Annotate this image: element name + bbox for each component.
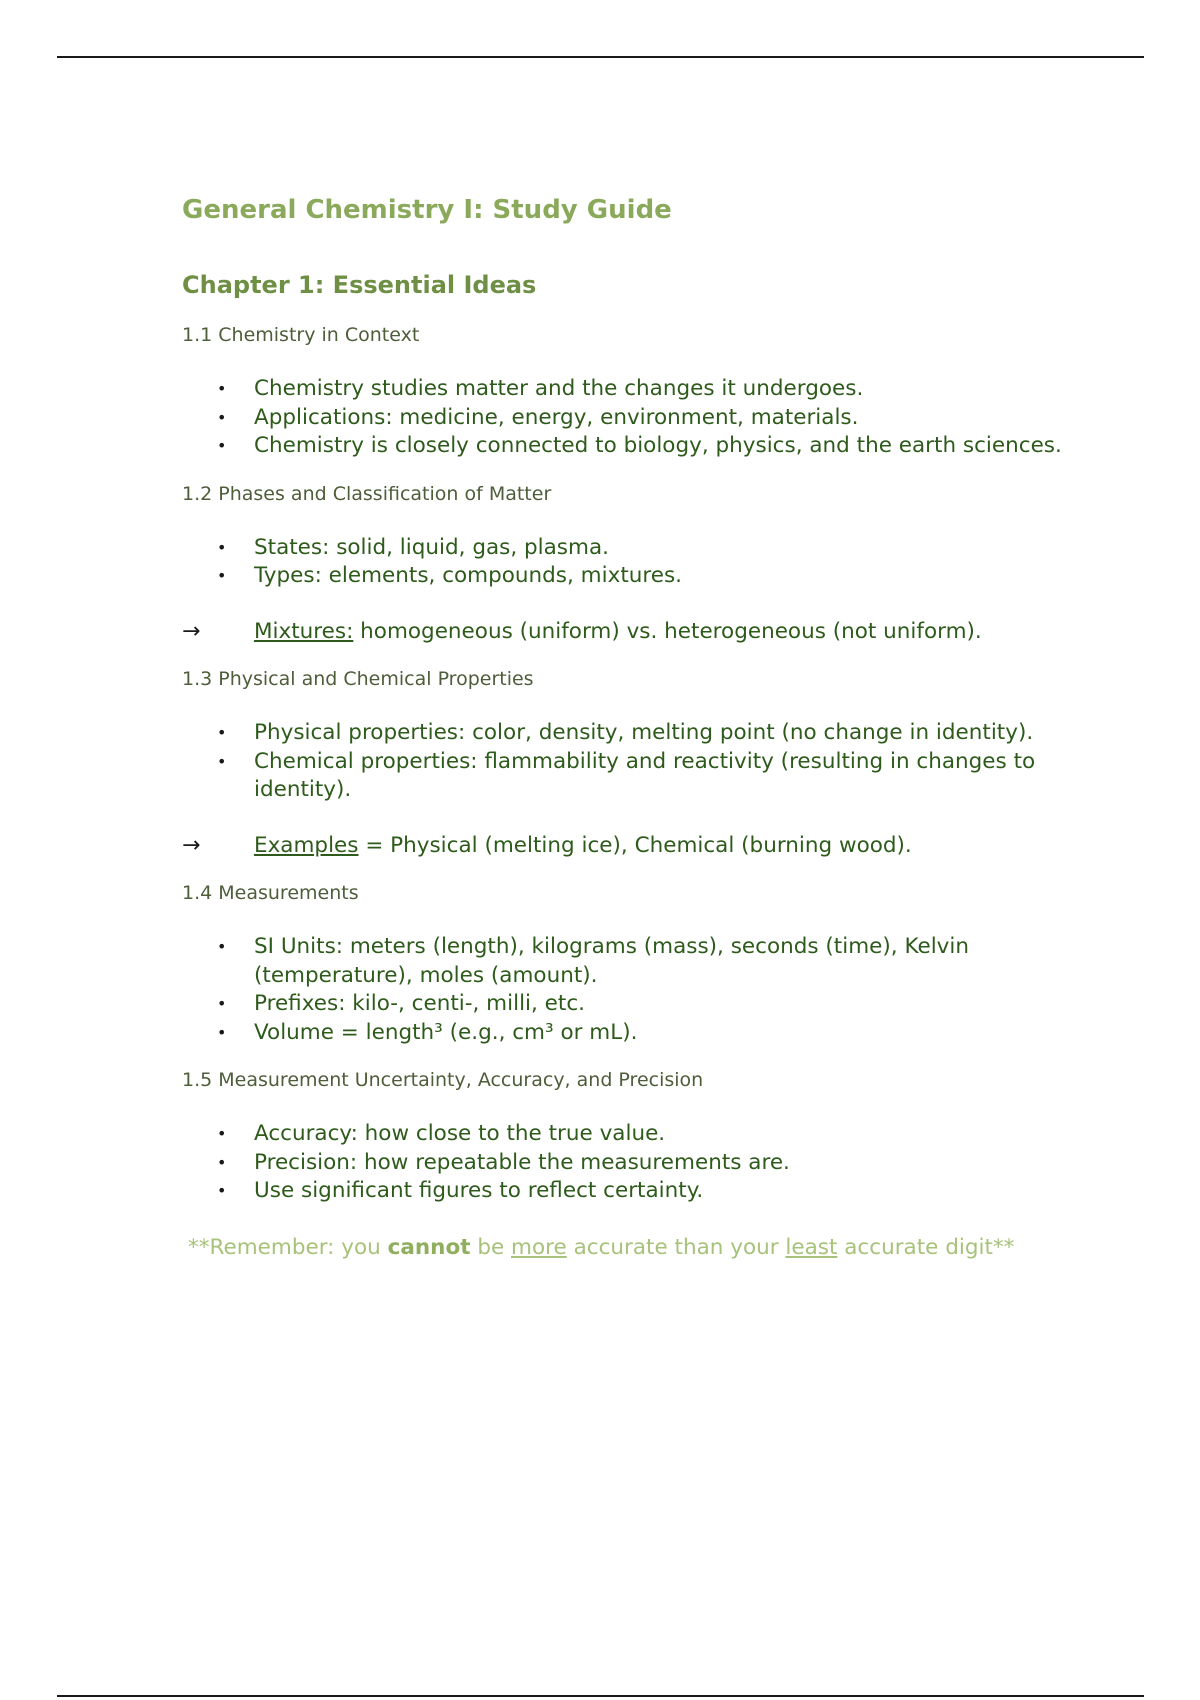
arrow-note-term: Mixtures: bbox=[254, 618, 354, 644]
section-heading: 1.1 Chemistry in Context bbox=[182, 324, 420, 346]
arrow-note-mixtures bbox=[182, 618, 1082, 647]
reminder-text: **Remember: you bbox=[188, 1234, 388, 1260]
section-1-2 bbox=[182, 481, 1082, 647]
section-1-4 bbox=[182, 880, 1082, 1047]
bullet-icon: • bbox=[217, 1022, 227, 1042]
document-title: General Chemistry I: Study Guide bbox=[182, 195, 672, 225]
list-item bbox=[182, 1177, 1082, 1206]
bullet-list bbox=[182, 534, 1082, 591]
arrow-note-text: homogeneous (uniform) vs. heterogeneous (not uniform). bbox=[353, 618, 982, 644]
section-heading: 1.5 Measurement Uncertainty, Accuracy, and Precision bbox=[182, 1069, 704, 1091]
bullet-icon: • bbox=[217, 937, 227, 956]
section-1-1 bbox=[182, 322, 1082, 461]
list-item bbox=[182, 748, 1082, 805]
bullet-list bbox=[182, 719, 1082, 805]
reminder-underline-more: more bbox=[511, 1234, 567, 1260]
list-item bbox=[182, 534, 1082, 563]
bullet-icon: • bbox=[217, 379, 227, 398]
arrow-note-examples bbox=[182, 832, 1082, 861]
bullet-icon: • bbox=[217, 1152, 227, 1172]
list-item-text: Physical properties: color, density, melting point (no change in identity). bbox=[254, 720, 1034, 745]
bullet-icon: • bbox=[217, 1124, 227, 1143]
list-item bbox=[182, 404, 1082, 433]
bullet-list bbox=[182, 933, 1082, 1047]
bullet-list bbox=[182, 1120, 1082, 1206]
chapter-title: Chapter 1: Essential Ideas bbox=[182, 271, 537, 299]
bullet-icon: • bbox=[217, 407, 227, 427]
bullet-list bbox=[182, 375, 1082, 461]
list-item bbox=[182, 1120, 1082, 1149]
arrow-right-icon: → bbox=[182, 832, 201, 858]
arrow-note-term: Examples bbox=[254, 832, 359, 858]
bullet-icon: • bbox=[217, 566, 227, 585]
list-item bbox=[182, 432, 1082, 461]
reminder-text: be bbox=[470, 1234, 512, 1260]
section-heading: 1.3 Physical and Chemical Properties bbox=[182, 668, 534, 690]
list-item-text: Chemical properties: flammability and reactivity (resulting in changes to identity). bbox=[254, 748, 1036, 802]
list-item bbox=[182, 562, 1082, 591]
list-item-text: Volume = length³ (e.g., cm³ or mL). bbox=[254, 1019, 638, 1045]
bullet-icon: • bbox=[217, 751, 227, 771]
bullet-icon: • bbox=[217, 436, 227, 455]
reminder-text: accurate than your bbox=[566, 1234, 786, 1260]
reminder-note bbox=[182, 1234, 1082, 1263]
reminder-text: accurate digit** bbox=[837, 1234, 1015, 1260]
list-item-text: Applications: medicine, energy, environment, materials. bbox=[254, 404, 859, 430]
bottom-rule bbox=[57, 1695, 1144, 1697]
list-item-text: Accuracy: how close to the true value. bbox=[254, 1121, 666, 1146]
reminder-emphasis: cannot bbox=[387, 1234, 471, 1260]
list-item bbox=[182, 719, 1082, 748]
bullet-icon: • bbox=[217, 723, 227, 742]
bullet-icon: • bbox=[217, 1181, 227, 1200]
list-item-text: States: solid, liquid, gas, plasma. bbox=[254, 534, 609, 560]
list-item bbox=[182, 1019, 1082, 1048]
study-guide-page bbox=[182, 192, 1082, 1262]
section-1-5 bbox=[182, 1067, 1082, 1206]
list-item bbox=[182, 933, 1082, 990]
list-item-text: Precision: how repeatable the measurements are. bbox=[254, 1149, 790, 1175]
section-heading: 1.4 Measurements bbox=[182, 882, 359, 904]
list-item bbox=[182, 990, 1082, 1019]
section-1-3 bbox=[182, 666, 1082, 860]
list-item bbox=[182, 1149, 1082, 1178]
arrow-note-text: = Physical (melting ice), Chemical (burning wood). bbox=[358, 832, 912, 858]
list-item bbox=[182, 375, 1082, 404]
arrow-right-icon: → bbox=[182, 618, 201, 644]
list-item-text: Types: elements, compounds, mixtures. bbox=[254, 563, 683, 588]
list-item-text: SI Units: meters (length), kilograms (mass), seconds (time), Kelvin (temperature), moles (amount). bbox=[254, 934, 969, 988]
bullet-icon: • bbox=[217, 994, 227, 1013]
list-item-text: Chemistry studies matter and the changes it undergoes. bbox=[254, 376, 864, 401]
top-rule bbox=[57, 56, 1144, 58]
reminder-underline-least: least bbox=[785, 1234, 838, 1260]
list-item-text: Chemistry is closely connected to biology, physics, and the earth sciences. bbox=[254, 433, 1062, 458]
list-item-text: Use significant figures to reflect certainty. bbox=[254, 1178, 704, 1203]
bullet-icon: • bbox=[217, 537, 227, 557]
section-heading: 1.2 Phases and Classification of Matter bbox=[182, 482, 552, 505]
list-item-text: Prefixes: kilo-, centi-, milli, etc. bbox=[254, 991, 585, 1016]
